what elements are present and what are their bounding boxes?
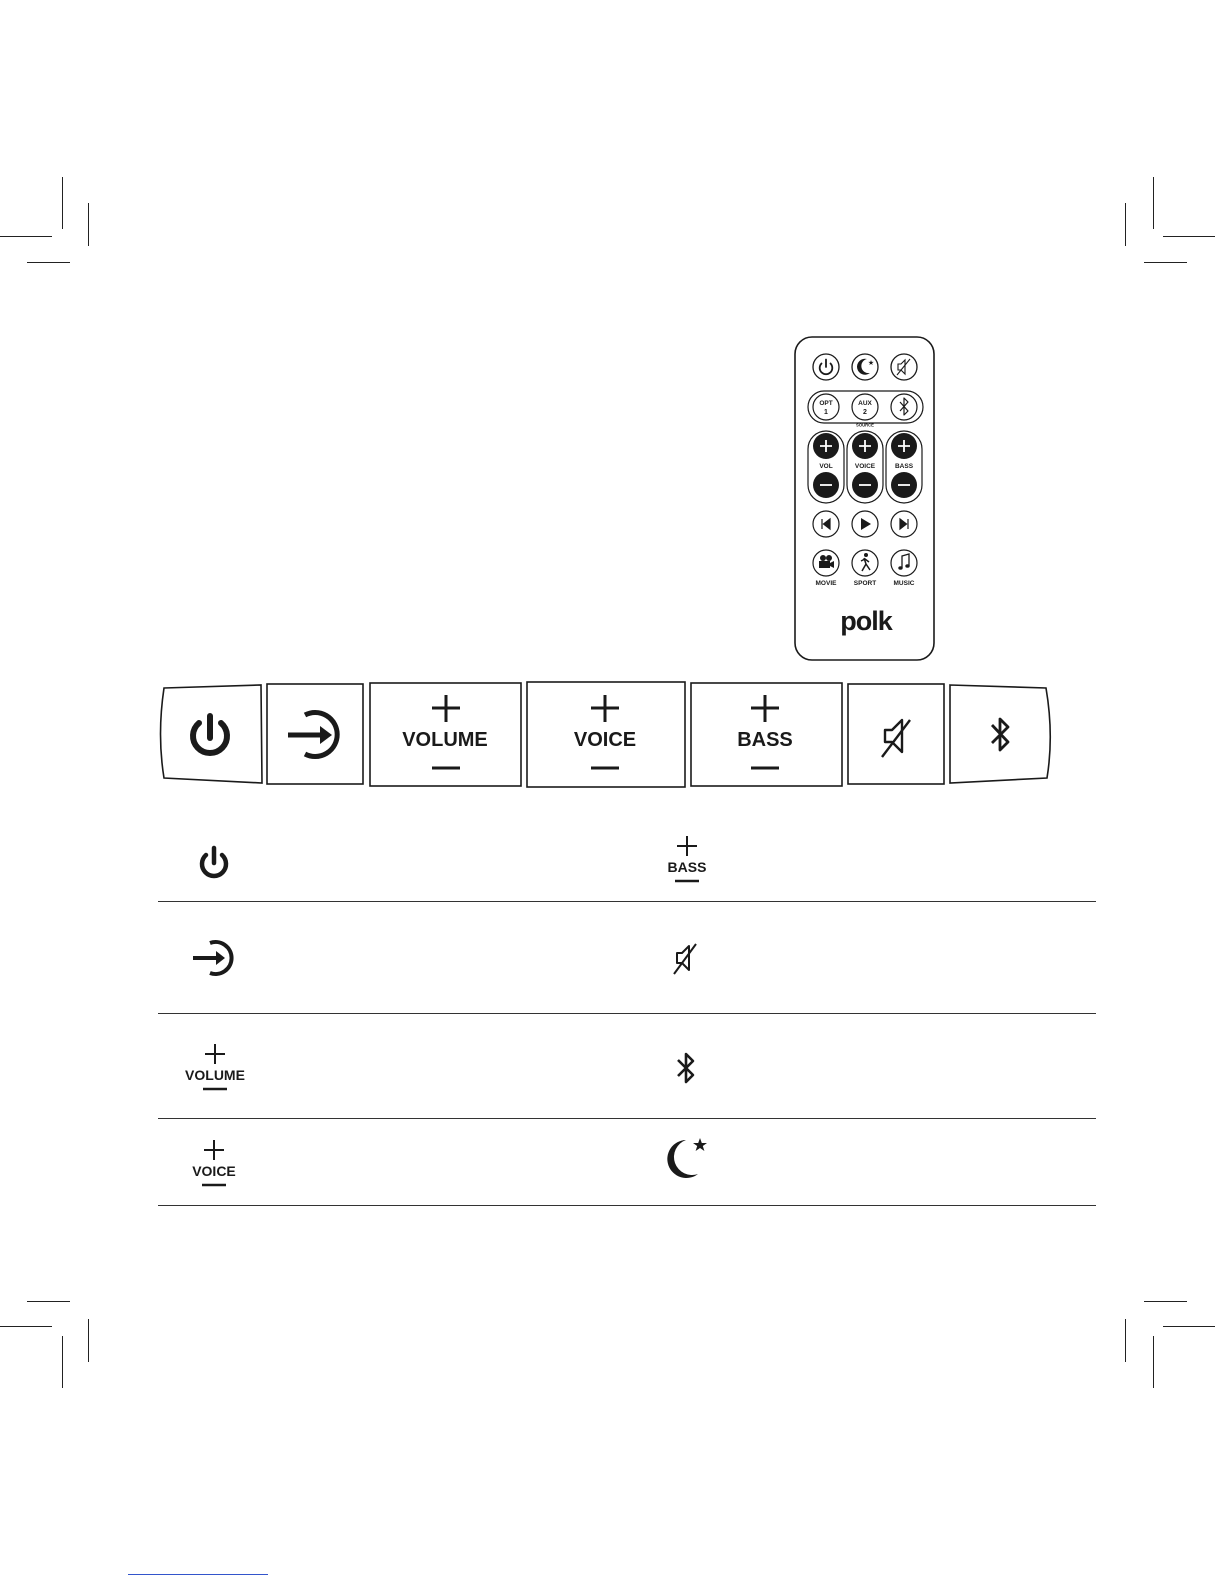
crop-mark xyxy=(88,203,89,246)
crop-mark xyxy=(88,1319,89,1362)
crop-mark xyxy=(1144,262,1187,263)
legend-volume-icon xyxy=(170,1030,260,1106)
legend-divider xyxy=(158,1118,1096,1119)
legend-volume-label: VOLUME xyxy=(185,1067,245,1083)
remote-vol-label: VOL xyxy=(819,463,833,470)
panel-power-button[interactable] xyxy=(161,685,263,783)
panel-bass-label: BASS xyxy=(737,729,793,751)
panel-mute-button[interactable] xyxy=(848,684,944,784)
star-icon: ★ xyxy=(867,360,875,367)
legend-voice-label: VOICE xyxy=(192,1163,236,1179)
remote-vol-down-button[interactable] xyxy=(813,472,839,498)
remote-power-button[interactable] xyxy=(813,354,839,380)
remote-music-label: MUSIC xyxy=(893,580,915,587)
legend-mute-icon xyxy=(660,935,712,981)
legend-bluetooth-icon xyxy=(666,1046,706,1090)
panel-voice-label: VOICE xyxy=(573,729,637,751)
crop-mark xyxy=(62,177,63,229)
legend-bass-icon xyxy=(656,822,718,898)
legend-power-icon xyxy=(184,832,244,892)
remote-source-label: SOURCE xyxy=(856,422,874,428)
panel-voice-button[interactable] xyxy=(527,682,685,787)
crop-mark xyxy=(1153,177,1154,229)
panel-bluetooth-button[interactable] xyxy=(950,685,1050,783)
remote-aux-button[interactable] xyxy=(852,394,878,420)
legend-divider xyxy=(158,1205,1096,1206)
remote-previous-button[interactable] xyxy=(813,511,839,537)
legend-night-mode-icon xyxy=(660,1132,714,1184)
remote-control xyxy=(793,335,938,663)
legend-source-icon xyxy=(184,928,244,988)
remote-opt-label: OPT xyxy=(819,400,833,407)
remote-play-button[interactable] xyxy=(852,511,878,537)
footer-link-underline xyxy=(128,1574,268,1575)
panel-volume-label: VOLUME xyxy=(402,729,488,751)
legend-bass-label: BASS xyxy=(667,859,707,875)
panel-bass-button[interactable] xyxy=(691,683,842,786)
remote-aux-number: 2 xyxy=(863,409,867,416)
remote-bass-up-button[interactable] xyxy=(891,433,917,459)
crop-mark xyxy=(1144,1301,1187,1302)
remote-next-button[interactable] xyxy=(891,511,917,537)
brand-logo: polk xyxy=(840,606,892,636)
remote-music-button[interactable] xyxy=(891,550,917,576)
crop-mark xyxy=(0,1326,52,1327)
remote-movie-label: MOVIE xyxy=(815,580,837,587)
star-icon xyxy=(693,1138,707,1151)
crop-mark xyxy=(27,1301,70,1302)
crop-mark xyxy=(1125,1319,1126,1362)
legend-divider xyxy=(158,1013,1096,1014)
remote-mute-button[interactable] xyxy=(891,354,917,380)
remote-voice-down-button[interactable] xyxy=(852,472,878,498)
crop-mark xyxy=(62,1336,63,1388)
crop-mark xyxy=(27,262,70,263)
remote-opt-number: 1 xyxy=(824,409,828,416)
remote-bluetooth-button[interactable] xyxy=(891,394,917,420)
remote-sport-label: SPORT xyxy=(853,580,877,587)
panel-volume-button[interactable] xyxy=(370,683,521,786)
remote-aux-label: AUX xyxy=(858,400,872,407)
legend-voice-icon xyxy=(174,1126,254,1202)
remote-voice-label: VOICE xyxy=(854,463,876,470)
crop-mark xyxy=(0,236,52,237)
legend-divider xyxy=(158,901,1096,902)
remote-opt-button[interactable] xyxy=(813,394,839,420)
remote-vol-up-button[interactable] xyxy=(813,433,839,459)
remote-movie-button[interactable] xyxy=(813,550,839,576)
remote-night-mode-button[interactable] xyxy=(852,354,878,380)
crop-mark xyxy=(1125,203,1126,246)
crop-mark xyxy=(1163,236,1215,237)
crop-mark xyxy=(1163,1326,1215,1327)
remote-sport-button[interactable] xyxy=(852,550,878,576)
remote-bass-label: BASS xyxy=(894,463,914,470)
panel-source-button[interactable] xyxy=(267,684,363,784)
control-panel xyxy=(156,680,1056,790)
crop-mark xyxy=(1153,1336,1154,1388)
remote-voice-up-button[interactable] xyxy=(852,433,878,459)
remote-bass-down-button[interactable] xyxy=(891,472,917,498)
